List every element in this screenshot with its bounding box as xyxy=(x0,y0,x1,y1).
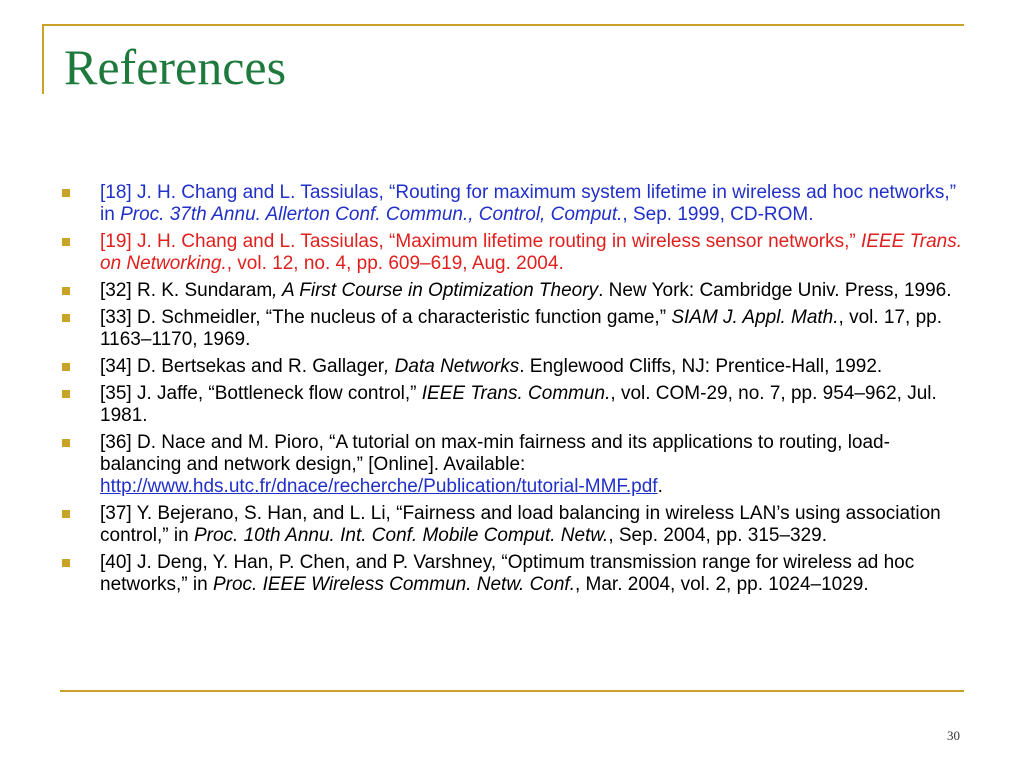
reference-venue: IEEE Trans. on Networking. xyxy=(100,231,963,274)
reference-text: [34] D. Bertsekas and R. Gallager xyxy=(100,356,385,377)
reference-item xyxy=(60,383,965,427)
reference-text: [18] J. H. Chang and L. Tassiulas, “Routing for maximum system lifetime in wireless ad hoc networks,” in xyxy=(100,182,957,225)
bullet-square-icon xyxy=(62,189,70,197)
reference-venue: IEEE Trans. Commun. xyxy=(421,383,611,404)
reference-text: , Sep. 2004, pp. 315–329. xyxy=(608,525,828,546)
reference-venue: SIAM J. Appl. Math. xyxy=(671,307,839,328)
reference-text: [37] Y. Bejerano, S. Han, and L. Li, “Fairness and load balancing in wireless LAN’s using association control,” in xyxy=(100,503,941,546)
reference-text: [19] J. H. Chang and L. Tassiulas, “Maximum lifetime routing in wireless sensor networks,” xyxy=(100,231,862,252)
reference-venue: , A First Course in Optimization Theory xyxy=(272,280,599,301)
reference-item xyxy=(60,280,965,302)
reference-venue: Proc. 37th Annu. Allerton Conf. Commun., Control, Comput. xyxy=(120,204,623,225)
reference-text: , vol. COM-29, no. 7, pp. 954–962, Jul. 1981. xyxy=(100,383,937,426)
reference-list xyxy=(60,182,965,601)
reference-item xyxy=(60,231,965,275)
bullet-square-icon xyxy=(62,559,70,567)
reference-venue: Proc. IEEE Wireless Commun. Netw. Conf. xyxy=(212,574,575,595)
reference-text: , Sep. 1999, CD-ROM. xyxy=(622,204,814,225)
reference-item xyxy=(60,432,965,498)
bullet-square-icon xyxy=(62,363,70,371)
reference-text: . xyxy=(657,476,663,497)
slide-title: References xyxy=(64,39,287,95)
bullet-square-icon xyxy=(62,510,70,518)
reference-text: . Englewood Cliffs, NJ: Prentice-Hall, 1992. xyxy=(519,356,883,377)
bullet-square-icon xyxy=(62,238,70,246)
reference-item xyxy=(60,307,965,351)
reference-item xyxy=(60,503,965,547)
reference-text: [35] J. Jaffe, “Bottleneck flow control,” xyxy=(100,383,422,404)
title-frame-horizontal-rule xyxy=(42,24,964,26)
reference-item xyxy=(60,182,965,226)
reference-text: [40] J. Deng, Y. Han, P. Chen, and P. Varshney, “Optimum transmission range for wireless ad hoc networks,” in xyxy=(100,552,915,595)
reference-item xyxy=(60,356,965,378)
reference-text: [36] D. Nace and M. Pioro, “A tutorial on max-min fairness and its applications to routing, load-balancing and network design,” [Online]. Available: xyxy=(100,432,890,475)
reference-text: . New York: Cambridge Univ. Press, 1996. xyxy=(598,280,952,301)
reference-text: , Mar. 2004, vol. 2, pp. 1024–1029. xyxy=(574,574,869,595)
bullet-square-icon xyxy=(62,287,70,295)
reference-text: , vol. 17, pp. 1163–1170, 1969. xyxy=(100,307,943,350)
reference-text: [33] D. Schmeidler, “The nucleus of a characteristic function game,” xyxy=(100,307,672,328)
reference-link[interactable]: http://www.hds.utc.fr/dnace/recherche/Publication/tutorial-MMF.pdf xyxy=(100,476,658,497)
bullet-square-icon xyxy=(62,439,70,447)
reference-venue: , Data Networks xyxy=(384,356,520,377)
reference-venue: Proc. 10th Annu. Int. Conf. Mobile Comput. Netw. xyxy=(193,525,609,546)
reference-text: , vol. 12, no. 4, pp. 609–619, Aug. 2004. xyxy=(226,253,564,274)
bullet-square-icon xyxy=(62,390,70,398)
bullet-square-icon xyxy=(62,314,70,322)
footer-rule xyxy=(60,690,964,692)
reference-text: [32] R. K. Sundaram xyxy=(100,280,273,301)
reference-item xyxy=(60,552,965,596)
title-frame-vertical-rule xyxy=(42,24,44,94)
page-number: 30 xyxy=(947,728,960,743)
